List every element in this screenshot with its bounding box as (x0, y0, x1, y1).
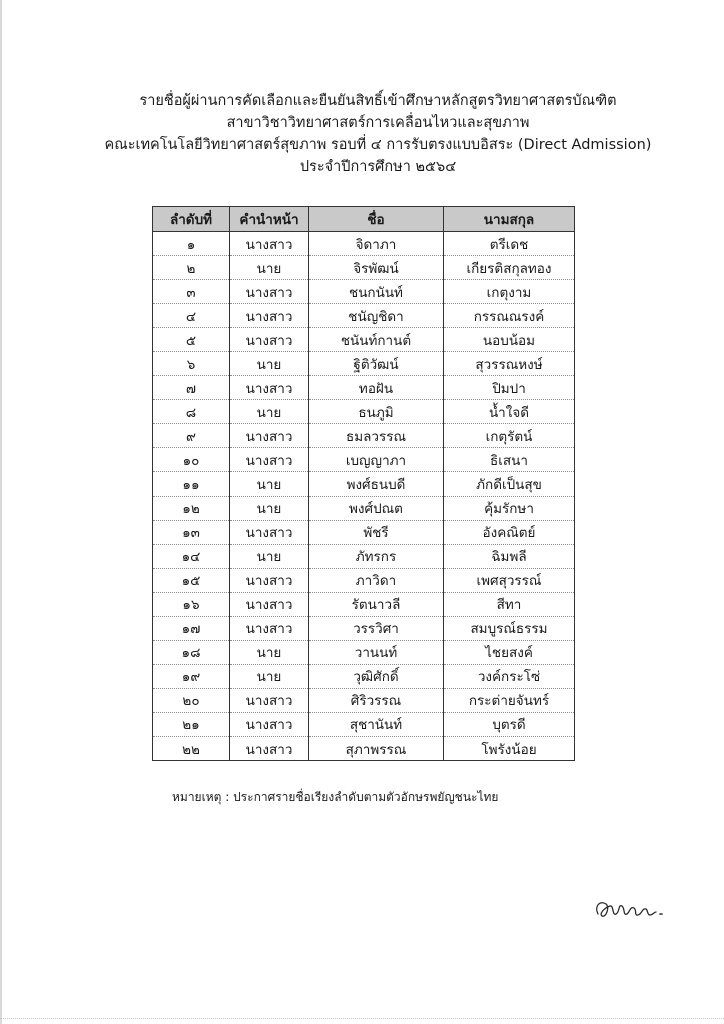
last-name-cell: บุตรดี (444, 712, 575, 736)
header-row (153, 207, 575, 232)
last-name-cell: เกียรติสกุลทอง (444, 256, 575, 280)
order-number-cell: ๑๖ (153, 592, 230, 616)
title-line-3: คณะเทคโนโลยีวิทยาศาสตร์สุขภาพ รอบที่ ๔ การรับตรงแบบอิสระ (Direct Admission) (104, 137, 652, 153)
prefix-cell: นางสาว (230, 304, 309, 328)
order-number-cell: ๑๔ (153, 544, 230, 568)
first-name-cell: วรรวิศา (309, 616, 444, 640)
table-row (153, 664, 575, 688)
first-name-cell: รัตนาวลี (309, 592, 444, 616)
first-name-cell: สุชานันท์ (309, 712, 444, 736)
prefix-cell: นางสาว (230, 712, 309, 736)
table-row (153, 712, 575, 736)
last-name-cell: คุ้มรักษา (444, 496, 575, 520)
prefix-cell: นาย (230, 496, 309, 520)
prefix-cell: นางสาว (230, 280, 309, 304)
last-name-cell: อังคณิตย์ (444, 520, 575, 544)
table-row (153, 232, 575, 256)
order-number-cell: ๑ (153, 232, 230, 256)
prefix-cell: นางสาว (230, 616, 309, 640)
first-name-cell: ศิริวรรณ (309, 688, 444, 712)
first-name-cell: พงศ์ธนบดี (309, 472, 444, 496)
order-number-cell: ๔ (153, 304, 230, 328)
table-row (153, 400, 575, 424)
prefix-cell: นาย (230, 472, 309, 496)
order-number-cell: ๑๒ (153, 496, 230, 520)
table-row (153, 568, 575, 592)
order-number-cell: ๑๘ (153, 640, 230, 664)
table-row (153, 640, 575, 664)
order-number-cell: ๑๑ (153, 472, 230, 496)
last-name-cell: เพศสุวรรณ์ (444, 568, 575, 592)
first-name-cell: จิรพัฒน์ (309, 256, 444, 280)
order-number-cell: ๓ (153, 280, 230, 304)
prefix-cell: นางสาว (230, 520, 309, 544)
table-row (153, 736, 575, 760)
last-name-cell: วงค์กระโซ่ (444, 664, 575, 688)
last-name-cell: น้ำใจดี (444, 400, 575, 424)
last-name-cell: ภักดีเป็นสุข (444, 472, 575, 496)
last-name-cell: ไชยสงค์ (444, 640, 575, 664)
header-last-name: นามสกุล (444, 207, 575, 232)
first-name-cell: ทอฝัน (309, 376, 444, 400)
last-name-cell: เกตุงาม (444, 280, 575, 304)
prefix-cell: นางสาว (230, 424, 309, 448)
order-number-cell: ๑๗ (153, 616, 230, 640)
prefix-cell: นางสาว (230, 568, 309, 592)
order-number-cell: ๘ (153, 400, 230, 424)
order-number-cell: ๒๐ (153, 688, 230, 712)
prefix-cell: นางสาว (230, 592, 309, 616)
first-name-cell: ฐิติวัฒน์ (309, 352, 444, 376)
table-row (153, 592, 575, 616)
table-row (153, 544, 575, 568)
prefix-cell: นางสาว (230, 448, 309, 472)
prefix-cell: นาย (230, 256, 309, 280)
table-row (153, 424, 575, 448)
footnote: หมายเหตุ : ประกาศรายชื่อเรียงลำดับตามตัวอักษรพยัญชนะไทย (172, 790, 499, 804)
prefix-cell: นางสาว (230, 376, 309, 400)
order-number-cell: ๖ (153, 352, 230, 376)
header-first-name: ชื่อ (309, 207, 444, 232)
table-row (153, 280, 575, 304)
last-name-cell: โพรังน้อย (444, 736, 575, 760)
last-name-cell: นอบน้อม (444, 328, 575, 352)
prefix-cell: นางสาว (230, 232, 309, 256)
first-name-cell: ภาวิดา (309, 568, 444, 592)
first-name-cell: ชนัญชิดา (309, 304, 444, 328)
table-row (153, 328, 575, 352)
signature-stroke (597, 903, 656, 917)
scan-left-edge (0, 0, 2, 1024)
last-name-cell: ตรีเดช (444, 232, 575, 256)
table-row (153, 496, 575, 520)
first-name-cell: พงศ์ปณต (309, 496, 444, 520)
order-number-cell: ๑๓ (153, 520, 230, 544)
signature-image (590, 888, 670, 928)
prefix-cell: นางสาว (230, 328, 309, 352)
table-row (153, 472, 575, 496)
document-title (100, 90, 656, 178)
title-line-1: รายชื่อผู้ผ่านการคัดเลือกและยืนยันสิทธิ์เข้าศึกษาหลักสูตรวิทยาศาสตรบัณฑิต (139, 93, 617, 109)
order-number-cell: ๒๑ (153, 712, 230, 736)
order-number-cell: ๙ (153, 424, 230, 448)
order-number-cell: ๒๒ (153, 736, 230, 760)
header-order-number: ลำดับที่ (153, 207, 230, 232)
prefix-cell: นางสาว (230, 688, 309, 712)
table-row (153, 688, 575, 712)
scan-bottom-edge (0, 1018, 724, 1020)
prefix-cell: นาย (230, 352, 309, 376)
first-name-cell: จิดาภา (309, 232, 444, 256)
first-name-cell: สุภาพรรณ (309, 736, 444, 760)
first-name-cell: พัชรี (309, 520, 444, 544)
admission-list-table (152, 206, 575, 761)
prefix-cell: นาย (230, 664, 309, 688)
order-number-cell: ๗ (153, 376, 230, 400)
first-name-cell: ชนกนันท์ (309, 280, 444, 304)
prefix-cell: นาย (230, 544, 309, 568)
first-name-cell: ธมลวรรณ (309, 424, 444, 448)
first-name-cell: ชนันท์กานต์ (309, 328, 444, 352)
first-name-cell: ภัทรกร (309, 544, 444, 568)
order-number-cell: ๑๕ (153, 568, 230, 592)
first-name-cell: ธนภูมิ (309, 400, 444, 424)
table-row (153, 352, 575, 376)
order-number-cell: ๑๙ (153, 664, 230, 688)
title-line-4: ประจำปีการศึกษา ๒๕๖๔ (299, 159, 457, 175)
last-name-cell: ฉิมพลี (444, 544, 575, 568)
table-row (153, 376, 575, 400)
last-name-cell: เกตุรัตน์ (444, 424, 575, 448)
prefix-cell: นาย (230, 400, 309, 424)
title-line-2: สาขาวิชาวิทยาศาสตร์การเคลื่อนไหวและสุขภาพ (226, 115, 530, 131)
table-row (153, 448, 575, 472)
table-row (153, 304, 575, 328)
last-name-cell: ธิเสนา (444, 448, 575, 472)
table-row (153, 256, 575, 280)
order-number-cell: ๕ (153, 328, 230, 352)
table-row (153, 520, 575, 544)
table-row (153, 616, 575, 640)
first-name-cell: วุฒิศักดิ์ (309, 664, 444, 688)
first-name-cell: เบญญาภา (309, 448, 444, 472)
last-name-cell: กระต่ายจันทร์ (444, 688, 575, 712)
prefix-cell: นางสาว (230, 736, 309, 760)
last-name-cell: ปิมปา (444, 376, 575, 400)
order-number-cell: ๑๐ (153, 448, 230, 472)
last-name-cell: สุวรรณหงษ์ (444, 352, 575, 376)
order-number-cell: ๒ (153, 256, 230, 280)
first-name-cell: วานนท์ (309, 640, 444, 664)
table-header (153, 207, 575, 232)
last-name-cell: กรรณณรงค์ (444, 304, 575, 328)
prefix-cell: นาย (230, 640, 309, 664)
last-name-cell: สมบูรณ์ธรรม (444, 616, 575, 640)
last-name-cell: สีทา (444, 592, 575, 616)
table-body (153, 232, 575, 761)
header-prefix: คำนำหน้า (230, 207, 309, 232)
